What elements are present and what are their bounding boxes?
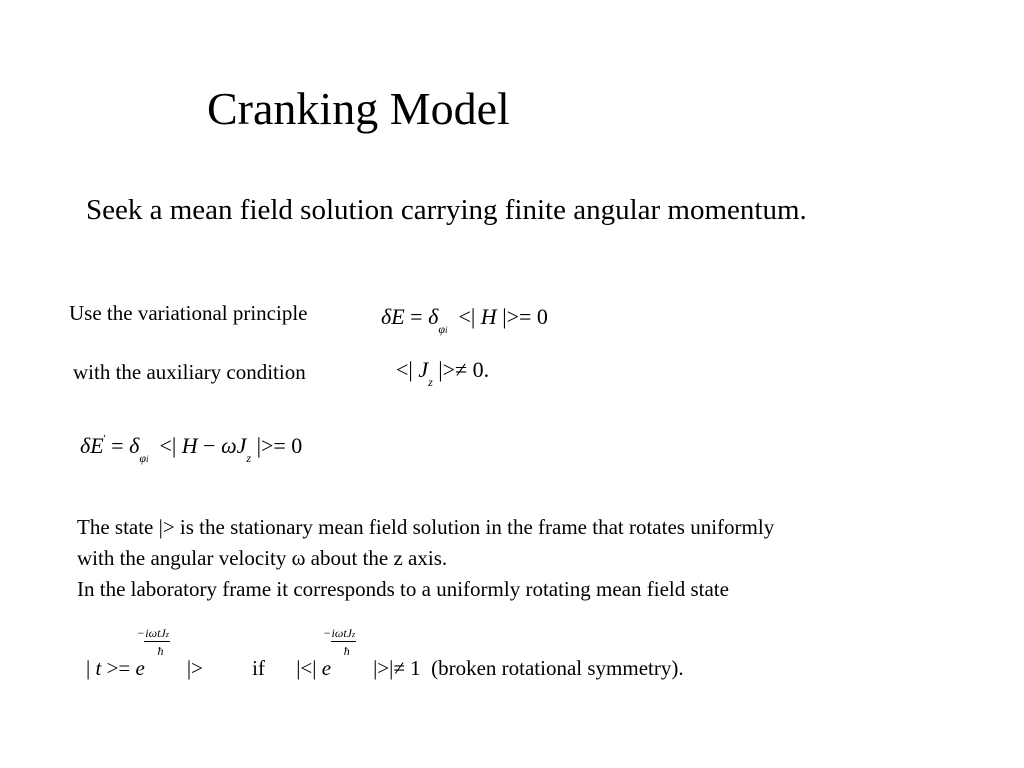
variational-label: Use the variational principle <box>69 301 308 325</box>
rotating-state-equation: | t >= e −iωtJz ħ |> if |<| e −iωtJz ħ |>|≠ 1 (broken rotational symmetry). <box>86 626 684 680</box>
auxiliary-equation: <| $J_z$ |>≠ 0. <box>396 357 490 389</box>
paragraph-line-2: with the angular velocity ω about the z axis. <box>77 546 448 570</box>
condition-tail: |>|≠ 1 <box>373 656 421 680</box>
cranking-equation: $\delta E' = \delta_{\varphi i}$ <| $H - \omega J_z$ |>= 0 <box>80 433 303 465</box>
slide-subtitle: Seek a mean field solution carrying finite angular momentum. <box>86 194 807 226</box>
paragraph-line-1: The state |> is the stationary mean field solution in the frame that rotates uniformly <box>77 515 775 539</box>
auxiliary-label: with the auxiliary condition <box>73 360 306 384</box>
symmetry-note: (broken rotational symmetry). <box>431 656 684 680</box>
if-word: if <box>252 656 265 680</box>
variational-equation: $\delta E = \delta_{\varphi i}$ <| H |>= 0 <box>381 304 548 336</box>
explanation-paragraph <box>77 512 774 605</box>
paragraph-line-3: In the laboratory frame it corresponds to a uniformly rotating mean field state <box>77 577 729 601</box>
slide-title: Cranking Model <box>207 83 510 134</box>
